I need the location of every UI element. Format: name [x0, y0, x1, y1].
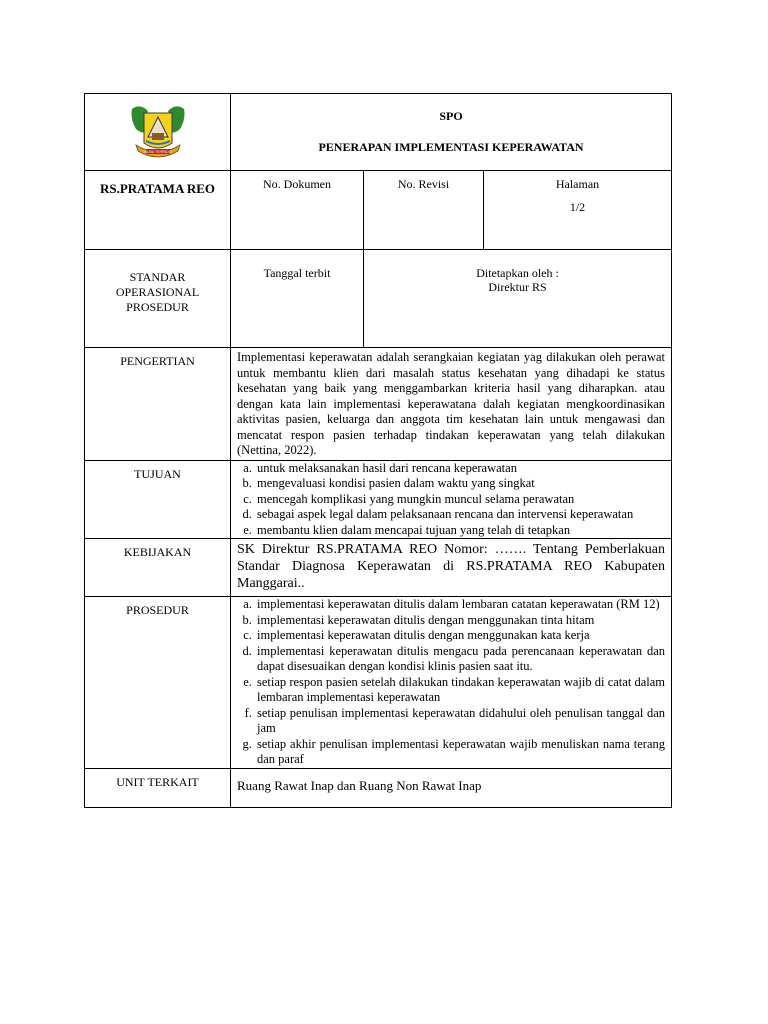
tujuan-list — [231, 461, 671, 539]
sop-title-line-2: OPERASIONAL — [115, 285, 200, 299]
logo-motto: NUSA TERPADU — [144, 150, 171, 154]
prosedur-item: b. implementasi keperawatan ditulis dengan menggunakan tinta hitam — [255, 613, 665, 629]
direktur-label: Direktur RS — [488, 280, 547, 294]
sop-title-line-3: PROSEDUR — [126, 300, 189, 314]
ditetapkan-label: Ditetapkan oleh : — [476, 266, 559, 280]
prosedur-item: c. implementasi keperawatan ditulis dengan menggunakan kata kerja — [255, 628, 665, 644]
tujuan-item: b. mengevaluasi kondisi pasien dalam waktu yang singkat — [255, 476, 665, 492]
tujuan-item: c. mencegah komplikasi yang mungkin muncul selama perawatan — [255, 492, 665, 508]
tanggal-terbit-cell — [231, 250, 364, 348]
tujuan-label: TUJUAN — [85, 460, 231, 539]
spo-label: SPO — [439, 109, 463, 123]
prosedur-item: g. setiap akhir penulisan implementasi keperawatan wajib menuliskan nama terang dan paraf — [255, 737, 665, 768]
halaman-label: Halaman — [555, 177, 600, 191]
title-cell — [231, 94, 672, 171]
no-revisi-label: No. Revisi — [397, 177, 450, 191]
prosedur-item: e. setiap respon pasien setelah dilakukan tindakan keperawatan wajib di catat dalam lembaran implementasi keperawatan — [255, 675, 665, 706]
spo-document — [84, 93, 671, 808]
unit-terkait-text: Ruang Rawat Inap dan Ruang Non Rawat Inap — [237, 777, 482, 793]
pengertian-label: PENGERTIAN — [85, 348, 231, 461]
pengertian-text: Implementasi keperawatan adalah serangkaian kegiatan yag dilakukan oleh perawat untuk membantu klien dari masalah status kesehatan yang dihadapi ke status kesehatan yang baik yang menggambarkan kriteria hasil yang diharapkan. atau dengan kata lain implementasi keperawatana dalah kegiatan mengkoordinasikan aktivitas pasien, keluarga dan anggota tim kesehatan lain untuk mengawasi dan mencatat respon pasien terhadap tindakan keperawatan yang telah dilakukan (Nettina, 2022). — [237, 350, 666, 457]
prosedur-item: a. implementasi keperawatan ditulis dalam lembaran catatan keperawatan (RM 12) — [255, 597, 665, 613]
hospital-name-cell — [85, 171, 231, 250]
ditetapkan-cell — [364, 250, 672, 348]
no-dokumen-label: No. Dokumen — [263, 177, 331, 191]
hospital-name: RS.PRATAMA REO — [99, 181, 216, 196]
prosedur-label: PROSEDUR — [85, 597, 231, 769]
no-dokumen-cell — [231, 171, 364, 250]
hospital-logo-icon — [126, 101, 190, 163]
no-revisi-cell — [364, 171, 484, 250]
unit-terkait-cell — [231, 768, 672, 807]
tujuan-cell — [231, 460, 672, 539]
tanggal-terbit-label: Tanggal terbit — [263, 266, 331, 280]
spo-table — [84, 93, 672, 808]
prosedur-cell — [231, 597, 672, 769]
tujuan-item: e. membantu klien dalam mencapai tujuan yang telah di tetapkan — [255, 523, 665, 539]
sop-title-line-1: STANDAR — [129, 270, 186, 284]
tujuan-item: a. untuk melaksanakan hasil dari rencana keperawatan — [255, 461, 665, 477]
tujuan-item: d. sebagai aspek legal dalam pelaksanaan rencana dan intervensi keperawatan — [255, 507, 665, 523]
kebijakan-cell — [231, 539, 672, 597]
prosedur-list — [231, 597, 671, 768]
prosedur-item: d. implementasi keperawatan ditulis mengacu pada perencanaan keperawatan dan dapat disesuaikan dengan kondisi klinis pasien saat itu. — [255, 644, 665, 675]
pengertian-cell — [231, 348, 672, 461]
spo-title: PENERAPAN IMPLEMENTASI KEPERAWATAN — [318, 139, 584, 154]
kebijakan-label: KEBIJAKAN — [85, 539, 231, 597]
logo-cell — [85, 94, 231, 171]
halaman-value: 1/2 — [569, 199, 586, 214]
unit-terkait-label: UNIT TERKAIT — [85, 768, 231, 807]
sop-title-cell — [85, 250, 231, 348]
prosedur-item: f. setiap penulisan implementasi keperawatan didahului oleh penulisan tanggal dan jam — [255, 706, 665, 737]
halaman-cell — [484, 171, 672, 250]
kebijakan-text: SK Direktur RS.PRATAMA REO Nomor: ……. Tentang Pemberlakuan Standar Diagnosa Keperawatan di RS.PRATAMA REO Kabupaten Manggarai.. — [237, 542, 666, 591]
